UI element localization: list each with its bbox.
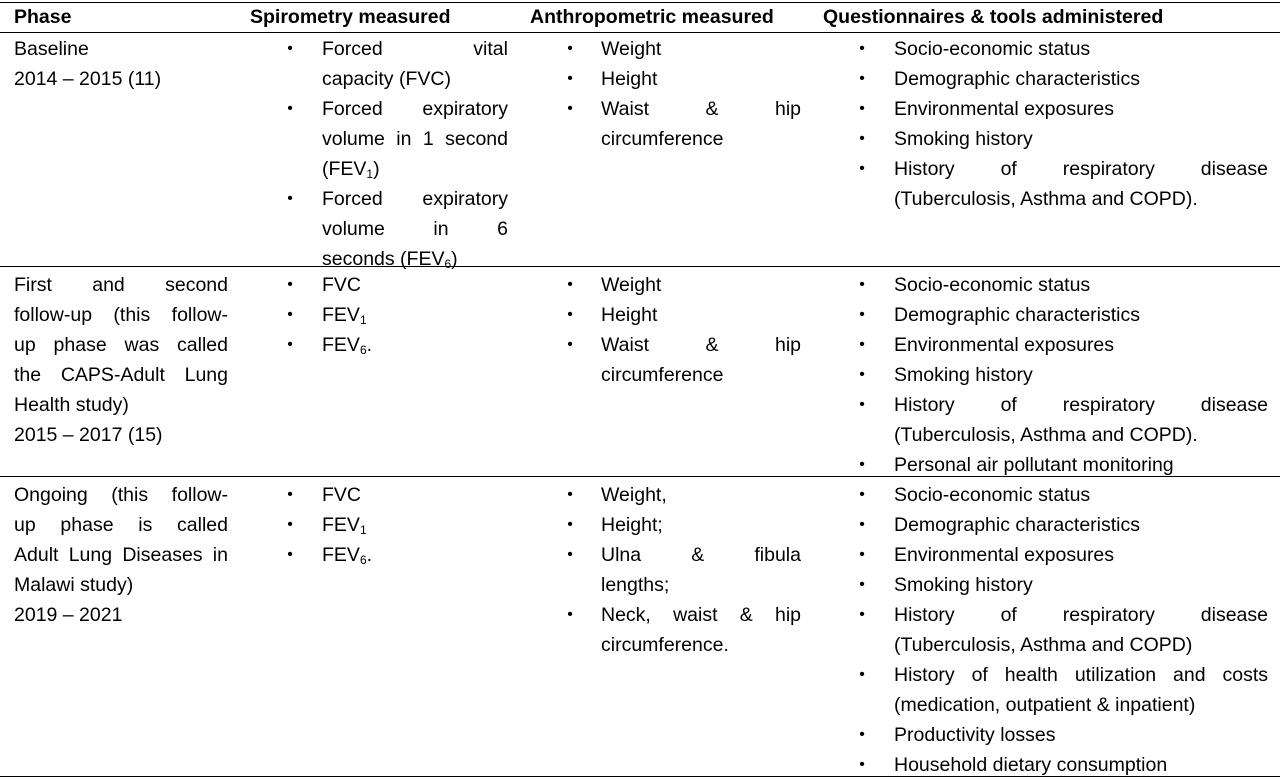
list-item bbox=[566, 600, 801, 660]
list-item-text: circumference. bbox=[601, 634, 729, 656]
list-item-text: Demographic characteristics bbox=[894, 304, 1141, 326]
phase-line: follow-up (this follow- bbox=[14, 304, 228, 326]
list-item-text: (Tuberculosis, Asthma and COPD) bbox=[894, 634, 1193, 656]
list-item bbox=[858, 660, 1268, 720]
list-item bbox=[858, 390, 1268, 450]
bullet-icon: • bbox=[859, 486, 865, 503]
list-item bbox=[858, 360, 1268, 390]
bullet-icon: • bbox=[287, 276, 293, 293]
bullet-icon: • bbox=[859, 666, 865, 683]
list-item-text: Waist & hip bbox=[601, 98, 801, 120]
bullet-icon: • bbox=[287, 100, 293, 117]
list-item-text: Environmental exposures bbox=[894, 334, 1115, 356]
anthropometric-list bbox=[566, 270, 801, 390]
bullet-icon: • bbox=[567, 606, 573, 623]
list-item-text: Neck, waist & hip bbox=[601, 604, 801, 626]
list-item bbox=[858, 94, 1268, 124]
list-item bbox=[858, 270, 1268, 300]
list-item-text: (medication, outpatient & inpatient) bbox=[894, 694, 1196, 716]
row-rule bbox=[0, 266, 1280, 267]
row-rule bbox=[0, 476, 1280, 477]
list-item-text: Weight, bbox=[601, 484, 667, 506]
questionnaires-cell bbox=[858, 270, 1268, 480]
list-item-text: Demographic characteristics bbox=[894, 68, 1141, 90]
list-item-text: lengths; bbox=[601, 574, 670, 596]
list-item bbox=[858, 34, 1268, 64]
phase-line: Health study) bbox=[14, 394, 129, 416]
list-item-text: History of respiratory disease bbox=[894, 604, 1268, 626]
list-item-text: Personal air pollutant monitoring bbox=[894, 454, 1174, 476]
list-item bbox=[858, 600, 1268, 660]
phase-line: 2015 – 2017 (15) bbox=[14, 424, 163, 446]
list-item-text: Smoking history bbox=[894, 128, 1033, 150]
list-item-text: History of respiratory disease bbox=[894, 158, 1268, 180]
list-item bbox=[566, 34, 801, 64]
bullet-icon: • bbox=[859, 336, 865, 353]
bullet-icon: • bbox=[567, 70, 573, 87]
bullet-icon: • bbox=[859, 306, 865, 323]
bullet-icon: • bbox=[859, 606, 865, 623]
bullet-icon: • bbox=[287, 516, 293, 533]
list-item bbox=[858, 64, 1268, 94]
phase-line: Baseline bbox=[14, 38, 89, 60]
bullet-icon: • bbox=[859, 130, 865, 147]
list-item-text: Height; bbox=[601, 514, 663, 536]
bullet-icon: • bbox=[859, 396, 865, 413]
anthropometric-cell bbox=[566, 34, 801, 154]
phase-line: up phase is called bbox=[14, 514, 228, 536]
phase-line: Adult Lung Diseases in bbox=[14, 544, 228, 566]
bullet-icon: • bbox=[567, 40, 573, 57]
list-item-text: Productivity losses bbox=[894, 724, 1056, 746]
spirometry-cell bbox=[286, 270, 508, 360]
bullet-icon: • bbox=[287, 190, 293, 207]
list-item-text: Weight bbox=[601, 274, 662, 296]
bullet-icon: • bbox=[287, 546, 293, 563]
list-item-text: Household dietary consumption bbox=[894, 754, 1168, 776]
header-questionnaires: Questionnaires & tools administered bbox=[823, 6, 1164, 28]
header-phase: Phase bbox=[14, 6, 72, 28]
list-item bbox=[566, 94, 801, 154]
bullet-icon: • bbox=[859, 40, 865, 57]
bullet-icon: • bbox=[859, 546, 865, 563]
phase-line: Ongoing (this follow- bbox=[14, 484, 228, 506]
list-item-text: Demographic characteristics bbox=[894, 514, 1141, 536]
list-item bbox=[858, 540, 1268, 570]
list-item bbox=[566, 480, 801, 510]
list-item-text: Smoking history bbox=[894, 574, 1033, 596]
bullet-icon: • bbox=[859, 756, 865, 773]
spirometry-cell bbox=[286, 480, 508, 570]
list-item-text: Forced expiratory bbox=[322, 98, 508, 120]
list-item-text: FVC bbox=[322, 274, 361, 296]
list-item-text: $FEV_6$. bbox=[322, 334, 373, 357]
list-item-text: Forced expiratory bbox=[322, 188, 508, 210]
list-item bbox=[286, 270, 508, 300]
bullet-icon: • bbox=[859, 100, 865, 117]
list-item-text: Environmental exposures bbox=[894, 98, 1115, 120]
list-item-text: (Tuberculosis, Asthma and COPD). bbox=[894, 188, 1198, 210]
header-rule bbox=[0, 32, 1280, 33]
bullet-icon: • bbox=[859, 516, 865, 533]
list-item-text: Height bbox=[601, 304, 658, 326]
bullet-icon: • bbox=[567, 100, 573, 117]
questionnaires-list bbox=[858, 480, 1268, 780]
list-item bbox=[286, 480, 508, 510]
list-item-text: circumference bbox=[601, 364, 724, 386]
anthropometric-list bbox=[566, 34, 801, 154]
list-item bbox=[858, 124, 1268, 154]
list-item bbox=[286, 184, 508, 274]
list-item bbox=[858, 480, 1268, 510]
bullet-icon: • bbox=[567, 486, 573, 503]
list-item bbox=[286, 300, 508, 330]
list-item bbox=[566, 510, 801, 540]
list-item-text: $(FEV_1)$ bbox=[322, 158, 380, 181]
questionnaires-cell bbox=[858, 480, 1268, 780]
header-spirometry: Spirometry measured bbox=[250, 6, 451, 28]
header-anthropometric: Anthropometric measured bbox=[530, 6, 774, 28]
list-item-text: Smoking history bbox=[894, 364, 1033, 386]
phase-line: the CAPS-Adult Lung bbox=[14, 364, 228, 386]
bullet-icon: • bbox=[287, 486, 293, 503]
bullet-icon: • bbox=[567, 306, 573, 323]
list-item-text: volume in 1 second bbox=[322, 128, 508, 150]
list-item-text: Height bbox=[601, 68, 658, 90]
list-item-text: $FEV_1$ bbox=[322, 514, 367, 537]
list-item bbox=[858, 154, 1268, 214]
list-item bbox=[286, 540, 508, 570]
anthropometric-cell bbox=[566, 480, 801, 660]
list-item-text: Weight bbox=[601, 38, 662, 60]
questionnaires-list bbox=[858, 34, 1268, 214]
list-item bbox=[286, 330, 508, 360]
list-item-text: Waist & hip bbox=[601, 334, 801, 356]
questionnaires-list bbox=[858, 270, 1268, 480]
bullet-icon: • bbox=[859, 576, 865, 593]
list-item-text: seconds $(FEV_6)$ bbox=[322, 248, 458, 271]
list-item bbox=[566, 330, 801, 390]
list-item bbox=[566, 540, 801, 600]
bullet-icon: • bbox=[287, 40, 293, 57]
bullet-icon: • bbox=[567, 336, 573, 353]
list-item bbox=[566, 64, 801, 94]
phase-cell bbox=[14, 480, 228, 630]
list-item-text: FVC bbox=[322, 484, 361, 506]
bullet-icon: • bbox=[859, 276, 865, 293]
list-item-text: $FEV_1$ bbox=[322, 304, 367, 327]
phase-line: 2014 – 2015 (11) bbox=[14, 68, 162, 90]
list-item-text: Ulna & fibula bbox=[601, 544, 801, 566]
list-item bbox=[566, 270, 801, 300]
list-item-text: Socio-economic status bbox=[894, 38, 1091, 60]
anthropometric-cell bbox=[566, 270, 801, 390]
spirometry-list bbox=[286, 480, 508, 570]
list-item-text: History of health utilization and costs bbox=[894, 664, 1268, 686]
list-item bbox=[286, 34, 508, 94]
list-item-text: circumference bbox=[601, 128, 724, 150]
phase-line: First and second bbox=[14, 274, 228, 296]
bullet-icon: • bbox=[567, 546, 573, 563]
phase-cell bbox=[14, 270, 228, 450]
bullet-icon: • bbox=[859, 160, 865, 177]
bullet-icon: • bbox=[859, 366, 865, 383]
bullet-icon: • bbox=[567, 276, 573, 293]
phase-line: up phase was called bbox=[14, 334, 228, 356]
spirometry-list bbox=[286, 270, 508, 360]
bullet-icon: • bbox=[567, 516, 573, 533]
bullet-icon: • bbox=[287, 336, 293, 353]
bullet-icon: • bbox=[287, 306, 293, 323]
list-item bbox=[286, 94, 508, 184]
list-item-text: capacity (FVC) bbox=[322, 68, 451, 90]
list-item-text: History of respiratory disease bbox=[894, 394, 1268, 416]
bullet-icon: • bbox=[859, 456, 865, 473]
list-item bbox=[858, 300, 1268, 330]
list-item-text: Socio-economic status bbox=[894, 484, 1091, 506]
anthropometric-list bbox=[566, 480, 801, 660]
bullet-icon: • bbox=[859, 726, 865, 743]
row-rule bbox=[0, 776, 1280, 777]
phase-line: Malawi study) bbox=[14, 574, 134, 596]
bullet-icon: • bbox=[859, 70, 865, 87]
list-item-text: (Tuberculosis, Asthma and COPD). bbox=[894, 424, 1198, 446]
spirometry-list bbox=[286, 34, 508, 274]
list-item-text: Socio-economic status bbox=[894, 274, 1091, 296]
list-item-text: Forced vital bbox=[322, 38, 508, 60]
list-item bbox=[858, 510, 1268, 540]
list-item bbox=[566, 300, 801, 330]
phase-line: 2019 – 2021 bbox=[14, 604, 123, 626]
phase-cell bbox=[14, 34, 228, 94]
questionnaires-cell bbox=[858, 34, 1268, 214]
spirometry-cell bbox=[286, 34, 508, 274]
list-item-text: $FEV_6$. bbox=[322, 544, 373, 567]
list-item bbox=[858, 720, 1268, 750]
list-item-text: volume in 6 bbox=[322, 218, 508, 240]
list-item bbox=[858, 330, 1268, 360]
table-top-rule bbox=[0, 2, 1280, 3]
list-item-text: Environmental exposures bbox=[894, 544, 1115, 566]
list-item bbox=[858, 570, 1268, 600]
list-item bbox=[286, 510, 508, 540]
